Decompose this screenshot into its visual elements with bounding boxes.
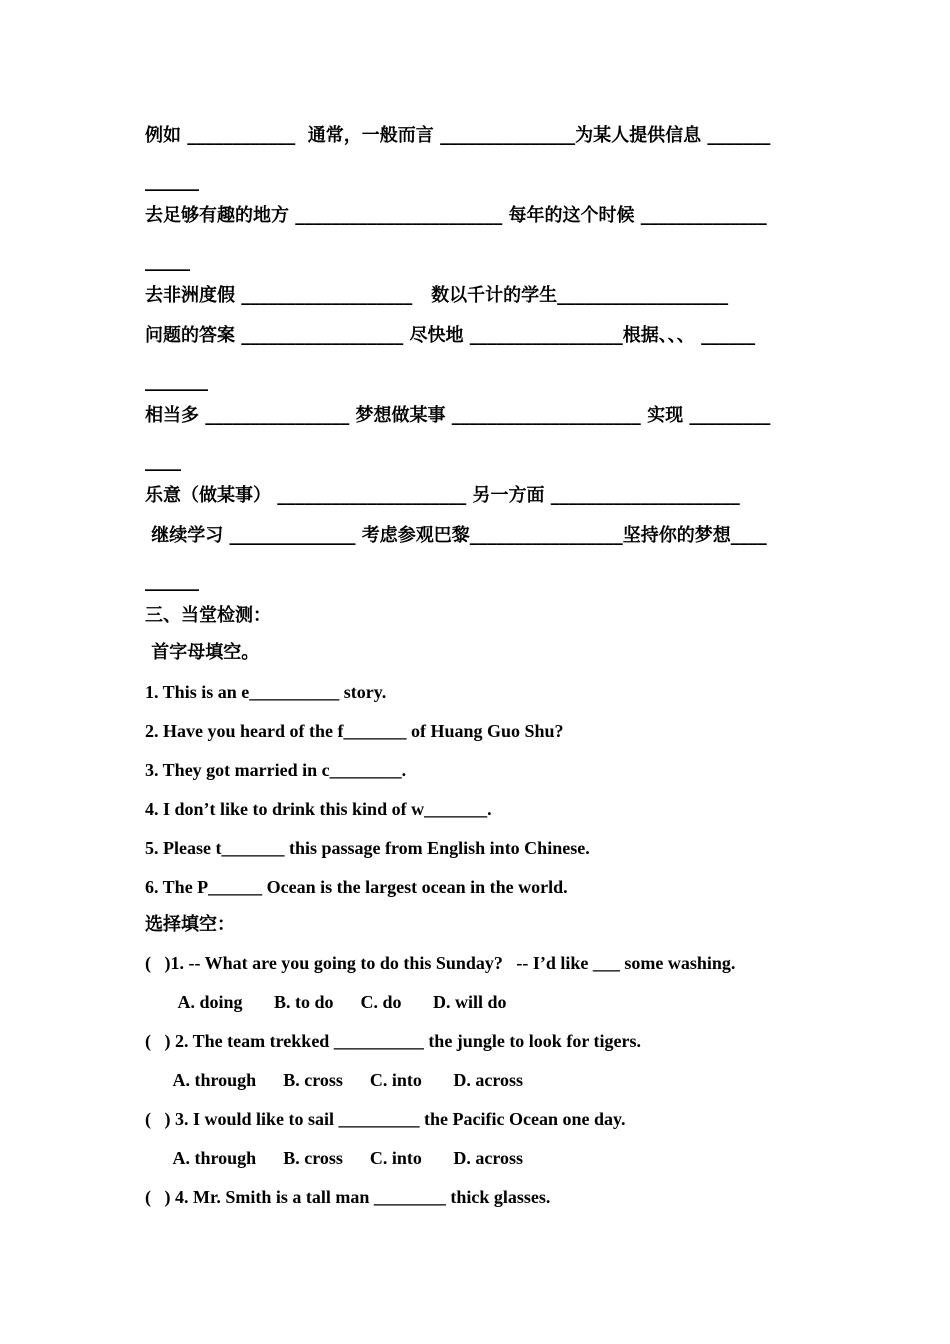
fill-item: 3. They got married in c________. (145, 760, 407, 780)
choice-options: A. through B. cross C. into D. across (160, 1148, 524, 1168)
vocab-row-7-continued: ______ (145, 571, 199, 592)
fill-item: 1. This is an e__________ story. (145, 682, 387, 702)
vocab-row-5-continued: ____ (145, 451, 181, 472)
vocab-row-4: 问题的答案 __________________ 尽快地 _________________根据、、、 ______ (145, 325, 756, 346)
vocab-row-5: 相当多 ________________ 梦想做某事 _____________________ 实现 _________ (145, 405, 771, 426)
fill-item: 5. Please t_______ this passage from English into Chinese. (145, 838, 590, 858)
section-heading: 三、当堂检测： (145, 605, 271, 626)
vocab-row-3: 去非洲度假 ___________________ 数以千计的学生___________________ (145, 285, 729, 306)
choice-question: ( ) 2. The team trekked __________ the jungle to look for tigers. (145, 1031, 641, 1051)
fill-item: 4. I don’t like to drink this kind of w_______. (145, 799, 492, 819)
vocab-row-2-continued: _____ (145, 251, 190, 272)
choice-question: ( ) 4. Mr. Smith is a tall man ________ thick glasses. (145, 1187, 551, 1207)
vocab-row-4-continued: _______ (145, 371, 208, 392)
vocab-row-2: 去足够有趣的地方 _______________________ 每年的这个时候 ______________ (145, 205, 767, 226)
initial-letter-instruction: 首字母填空。 (145, 642, 260, 663)
choice-options: A. through B. cross C. into D. across (160, 1070, 524, 1090)
choice-options: A. doing B. to do C. do D. will do (165, 992, 507, 1012)
fill-item: 2. Have you heard of the f_______ of Huang Guo Shu? (145, 721, 564, 741)
multiple-choice-instruction: 选择填空： (145, 914, 235, 935)
vocab-row-6: 乐意（做某事） _____________________ 另一方面 _____________________ (145, 485, 740, 506)
vocab-row-7: 继续学习 ______________ 考虑参观巴黎_________________坚持你的梦想____ (145, 525, 767, 546)
vocab-row-1-continued: ______ (145, 171, 199, 192)
choice-question: ( ) 3. I would like to sail _________ the Pacific Ocean one day. (145, 1109, 626, 1129)
vocab-row-1: 例如 ____________ 通常，一般而言 _______________为某人提供信息 _______ (145, 125, 771, 146)
fill-item: 6. The P______ Ocean is the largest ocean in the world. (145, 877, 568, 897)
choice-question: ( )1. -- What are you going to do this Sunday? -- I’d like ___ some washing. (145, 953, 736, 973)
